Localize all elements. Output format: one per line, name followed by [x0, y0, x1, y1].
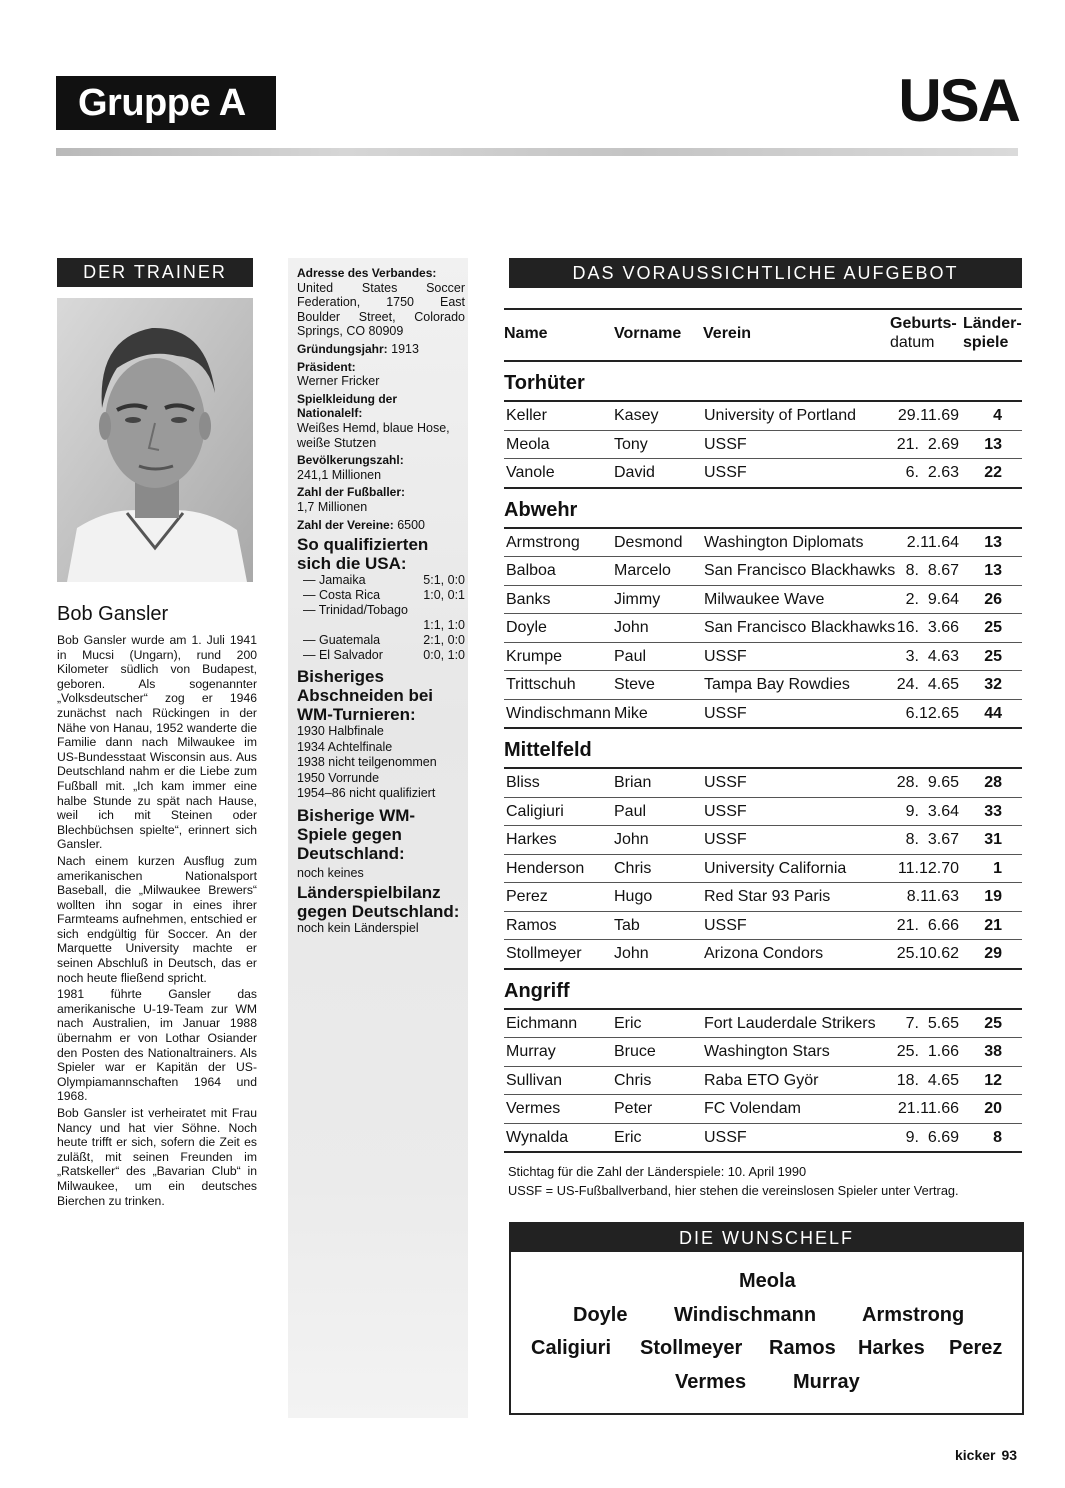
clubs-value: 6500 [397, 517, 425, 532]
qualification-title: So qualifizierten sich die USA: [297, 535, 429, 574]
player-firstname: John [614, 619, 649, 636]
qualification-row [297, 588, 465, 603]
player-club: San Francisco Blackhawks [704, 619, 896, 636]
player-firstname: Brian [614, 774, 652, 791]
founded-label: Gründungsjahr: [297, 341, 388, 356]
clubs-label: Zahl der Vereine: [297, 517, 394, 532]
founded-value: 1913 [391, 341, 419, 356]
player-birthdate: 9. 3.64 [905, 802, 959, 820]
player-caps: 25 [984, 1014, 1002, 1032]
player-row [504, 402, 1022, 431]
dream-team-player: Perez [949, 1337, 1003, 1359]
qualification-team: — Jamaika [303, 573, 366, 588]
player-row [504, 826, 1022, 855]
position-group-label: Torhüter [504, 362, 1022, 402]
player-birthdate: 8.11.63 [906, 888, 959, 905]
player-caps: 32 [984, 676, 1002, 693]
player-club: Raba ETO Györ [704, 1071, 819, 1089]
dream-team-player: Caligiuri [531, 1337, 612, 1359]
squad-table [504, 308, 1022, 1153]
country-title: USA [898, 67, 1019, 134]
wm-games-title: Bisherige WM-Spiele gegen Deutschland: [297, 805, 416, 863]
player-caps: 13 [984, 562, 1002, 579]
player-caps: 21 [984, 916, 1002, 934]
player-club: USSF [704, 464, 747, 481]
dream-team-player: Stollmeyer [640, 1337, 743, 1359]
player-club: Washington Diplomats [704, 533, 864, 551]
record-title: Länderspielbilanz gegen Deutschland: [297, 883, 460, 922]
wm-result: Vorrunde [328, 770, 380, 785]
page-number: 93 [1001, 1447, 1018, 1463]
trainer-portrait-image [57, 298, 253, 582]
president-label: Präsident: [297, 359, 356, 374]
player-firstname: Bruce [614, 1043, 656, 1060]
squad-table-header [504, 308, 1022, 362]
player-row [504, 529, 1022, 558]
player-firstname: Chris [614, 1071, 652, 1089]
player-row [504, 557, 1022, 586]
player-club: USSF [704, 831, 747, 848]
wm-games-value: noch keines [297, 865, 364, 880]
player-caps: 20 [984, 1100, 1002, 1117]
dream-team-player: Murray [793, 1371, 860, 1393]
player-name: Windischmann [506, 704, 611, 722]
header-rule [56, 148, 1018, 156]
player-firstname: Jimmy [614, 590, 661, 608]
player-caps: 12 [984, 1071, 1002, 1089]
player-club: USSF [704, 435, 747, 453]
player-birthdate: 25. 1.66 [896, 1043, 959, 1060]
col-geburt-line1: Geburts- [890, 315, 957, 332]
col-vorname: Vorname [614, 325, 682, 342]
player-birthdate: 29.11.69 [897, 407, 959, 424]
player-club: USSF [704, 1128, 747, 1146]
player-name: Caligiuri [506, 802, 564, 820]
player-club: USSF [704, 704, 747, 722]
player-club: USSF [704, 916, 747, 934]
player-birthdate: 2. 9.64 [905, 590, 959, 608]
footnote-deadline: Stichtag für die Zahl der Länderspiele: 10. April 1990 [508, 1164, 807, 1179]
player-name: Doyle [506, 619, 547, 636]
player-row [504, 1038, 1022, 1067]
address-value: United States Soccer Federation, 1750 East Boulder Street, Colorado Springs, CO 80909 [297, 280, 465, 339]
player-firstname: Mike [614, 704, 648, 722]
player-club: FC Volendam [704, 1100, 801, 1117]
player-firstname: Tony [614, 435, 648, 453]
dream-team-player: Doyle [573, 1304, 628, 1326]
player-row [504, 1095, 1022, 1124]
player-name: Ramos [506, 916, 557, 934]
player-row [504, 1124, 1022, 1154]
player-birthdate: 6. 2.63 [905, 464, 959, 481]
bio-paragraph: Bob Gansler wurde am 1. Juli 1941 in Mucsi (Ungarn), rund 200 Kilometer südlich von Budapest, geboren. Als sogenannter „Volksdeutscher“ zog er 1946 zunächst nach Rückingen in der Nähe von Hanau, 1952 wanderte die Familie dann nach Milwaukee im US-Bundesstaat Wisconsin aus. Aus Deutschland nahm er die Liebe zum Fußball mit. „Ich kam immer eine halbe Stunde zu spät nach Hause, weil ich mit Steinen oder Blechbüchsen spielte“, erinnert sich Gansler. [57, 633, 257, 852]
player-caps: 4 [993, 407, 1002, 424]
player-name: Harkes [506, 831, 557, 848]
player-name: Wynalda [506, 1128, 569, 1146]
player-birthdate: 8. 8.67 [905, 562, 959, 579]
player-caps: 22 [984, 464, 1002, 481]
player-caps: 13 [984, 435, 1002, 453]
player-caps: 19 [984, 888, 1002, 905]
kit-label: Spielkleidung der Nationalelf: [297, 391, 398, 421]
player-firstname: Kasey [614, 407, 659, 424]
player-firstname: Eric [614, 1014, 642, 1032]
player-club: Washington Stars [704, 1043, 830, 1060]
col-ls-line2: spiele [963, 334, 1009, 351]
player-firstname: Eric [614, 1128, 642, 1146]
player-name: Krumpe [506, 647, 563, 665]
player-name: Eichmann [506, 1014, 578, 1032]
kit-value: Weißes Hemd, blaue Hose, weiße Stutzen [297, 420, 450, 450]
wm-year: 1950 [297, 770, 325, 785]
player-row [504, 431, 1022, 460]
player-row [504, 700, 1022, 730]
player-birthdate: 18. 4.65 [896, 1071, 959, 1089]
wm-history-row [297, 724, 465, 740]
player-club: Milwaukee Wave [704, 590, 825, 608]
qualification-row [297, 633, 465, 648]
bio-paragraph: 1981 führte Gansler das amerikanische U-19-Team zur WM nach Australien, im Januar 1988 übernahm er von Lothar Osiander den Posten des Nationaltrainers. Als Spieler war er Kapitän der US-Olympiamannschaften 1964 und 1968. [57, 987, 257, 1104]
federation-info-box [288, 258, 468, 1418]
player-caps: 44 [984, 704, 1002, 722]
player-firstname: David [614, 464, 655, 481]
wm-year: 1930 [297, 724, 325, 739]
player-name: Armstrong [506, 533, 580, 551]
dream-team-player: Ramos [769, 1337, 836, 1359]
qualification-row [297, 573, 465, 588]
player-birthdate: 7. 5.65 [905, 1014, 959, 1032]
bio-paragraph: Bob Gansler ist verheiratet mit Frau Nancy und hat vier Söhne. Noch heute trifft er sich, sofern die Zeit es zuläßt, mit seinen Freunden im „Ratskeller“ des „Bavarian Club“ in Milwaukee, um ein deutsches Bierchen zu trinken. [57, 1106, 257, 1208]
player-birthdate: 21. 6.66 [896, 916, 959, 934]
president-value: Werner Fricker [297, 374, 380, 389]
player-birthdate: 21. 2.69 [896, 435, 959, 453]
player-firstname: Paul [614, 647, 647, 665]
player-name: Sullivan [506, 1071, 563, 1089]
dream-team-player: Harkes [858, 1337, 925, 1359]
squad-section-header: DAS VORAUSSICHTLICHE AUFGEBOT [509, 258, 1022, 288]
player-caps: 25 [984, 647, 1002, 665]
player-birthdate: 16. 3.66 [896, 619, 959, 636]
qualification-row [297, 648, 465, 663]
qualification-team: — Costa Rica [303, 588, 381, 603]
player-club: Red Star 93 Paris [704, 888, 831, 905]
player-row [504, 855, 1022, 884]
col-geburt-line2: datum [890, 334, 935, 351]
player-row [504, 459, 1022, 489]
player-firstname: Hugo [614, 888, 653, 905]
qualification-team: — El Salvador [303, 648, 383, 663]
player-row [504, 671, 1022, 700]
footnote-ussf: USSF = US-Fußballverband, hier stehen die vereinslosen Spieler unter Vertrag. [508, 1183, 959, 1198]
col-ls-line1: Länder- [963, 315, 1022, 332]
position-group-label: Angriff [504, 970, 1022, 1010]
player-name: Perez [506, 888, 548, 905]
player-firstname: Paul [614, 802, 647, 820]
population-value: 241,1 Millionen [297, 467, 382, 482]
players-count-value: 1,7 Millionen [297, 499, 368, 514]
player-club: USSF [704, 774, 747, 791]
player-birthdate: 2.11.64 [906, 533, 959, 551]
player-name: Murray [506, 1043, 556, 1060]
player-birthdate: 28. 9.65 [896, 774, 959, 791]
player-row [504, 614, 1022, 643]
player-firstname: Peter [614, 1100, 653, 1117]
player-club: University California [704, 859, 847, 877]
player-name: Trittschuh [506, 676, 576, 693]
trainer-name: Bob Gansler [57, 603, 169, 625]
player-caps: 1 [993, 859, 1002, 877]
record-value: noch kein Länderspiel [297, 921, 419, 936]
qualification-team: — Trinidad/Tobago [303, 603, 408, 618]
trainer-photo [57, 298, 253, 582]
player-caps: 8 [993, 1128, 1002, 1146]
dream-team-player: Armstrong [862, 1304, 965, 1326]
player-firstname: John [614, 945, 649, 962]
wm-result: Halbfinale [328, 724, 384, 739]
qualification-list [297, 573, 465, 663]
qualification-row [297, 603, 465, 618]
player-firstname: John [614, 831, 649, 848]
player-firstname: Tab [614, 916, 640, 934]
qualification-result: 0:0, 1:0 [423, 648, 465, 663]
player-row [504, 1067, 1022, 1096]
player-birthdate: 6.12.65 [905, 704, 959, 722]
trainer-section-header: DER TRAINER [57, 258, 253, 287]
player-club: San Francisco Blackhawks [704, 562, 896, 579]
player-club: USSF [704, 647, 747, 665]
col-name: Name [504, 325, 548, 342]
magazine-brand: kicker [955, 1447, 996, 1463]
trainer-bio [57, 633, 257, 1210]
dream-team-player: Meola [739, 1270, 796, 1292]
wm-result: Achtelfinale [327, 739, 393, 754]
player-club: Arizona Condors [704, 945, 824, 962]
dream-team-player: Vermes [675, 1371, 747, 1393]
wm-history-row [297, 755, 465, 771]
wm-year: 1934 [297, 739, 325, 754]
address-label: Adresse des Verbandes: [297, 266, 437, 280]
player-birthdate: 3. 4.63 [905, 647, 959, 665]
player-row [504, 586, 1022, 615]
player-firstname: Marcelo [614, 562, 671, 579]
players-count-label: Zahl der Fußballer: [297, 485, 406, 500]
player-caps: 38 [984, 1043, 1002, 1060]
player-caps: 28 [984, 774, 1002, 791]
player-name: Bliss [506, 774, 540, 791]
player-birthdate: 8. 3.67 [905, 831, 959, 848]
player-name: Henderson [506, 859, 585, 877]
player-name: Balboa [506, 562, 556, 579]
player-club: Fort Lauderdale Strikers [704, 1014, 876, 1032]
player-birthdate: 24. 4.65 [896, 676, 959, 693]
wm-year: 1954–86 [297, 786, 346, 801]
player-club: USSF [704, 802, 747, 820]
player-caps: 33 [984, 802, 1002, 820]
player-row [504, 643, 1022, 672]
page-footer [955, 1447, 1017, 1463]
qualification-result: 1:1, 1:0 [423, 618, 465, 633]
wm-result: nicht qualifiziert [349, 786, 436, 801]
squad-body [504, 362, 1022, 1153]
bio-paragraph: Nach einem kurzen Ausflug zum amerikanischen Nationalsport Baseball, die „Milwaukee Brewers“ wollten ihn sogar in eines ihrer Farmteams aufnehmen, entschied er sich endgültig für Soccer. An der Marquette University machte er seinen Abschluß in Deutsch, das er noch heute fließend spricht. [57, 853, 257, 985]
wm-history-row [297, 740, 465, 756]
qualification-team: — Guatemala [303, 633, 381, 648]
dream-team-header: DIE WUNSCHELF [511, 1224, 1022, 1252]
player-club: Tampa Bay Rowdies [704, 676, 850, 693]
position-group-label: Abwehr [504, 489, 1022, 529]
wm-result: nicht teilgenommen [328, 755, 437, 770]
player-row [504, 798, 1022, 827]
player-caps: 25 [984, 619, 1002, 636]
player-birthdate: 21.11.66 [897, 1100, 959, 1117]
qualification-result: 1:0, 0:1 [423, 588, 465, 603]
player-birthdate: 9. 6.69 [905, 1128, 959, 1146]
player-caps: 29 [984, 945, 1002, 962]
player-name: Vanole [506, 464, 555, 481]
player-name: Vermes [506, 1100, 561, 1117]
player-caps: 31 [984, 831, 1002, 848]
qualification-result: 2:1, 0:0 [423, 633, 465, 648]
player-firstname: Chris [614, 859, 652, 877]
player-firstname: Desmond [614, 533, 683, 551]
wm-history-list [297, 724, 465, 802]
player-firstname: Steve [614, 676, 655, 693]
player-caps: 26 [984, 590, 1002, 608]
col-verein: Verein [703, 325, 752, 342]
player-birthdate: 11.12.70 [897, 859, 959, 877]
player-caps: 13 [984, 533, 1002, 551]
wm-history-row [297, 786, 465, 802]
player-name: Stollmeyer [506, 945, 582, 962]
qualification-result: 5:1, 0:0 [423, 573, 465, 588]
squad-footnotes [508, 1162, 1028, 1200]
wm-history-row [297, 771, 465, 787]
player-name: Keller [506, 407, 547, 424]
player-club: University of Portland [704, 407, 857, 424]
position-group-label: Mittelfeld [504, 729, 1022, 769]
player-name: Meola [506, 435, 550, 453]
player-row [504, 912, 1022, 941]
player-name: Banks [506, 590, 551, 608]
wm-history-title: Bisheriges Abschneiden bei WM-Turnieren: [297, 667, 434, 725]
player-row [504, 1010, 1022, 1039]
player-birthdate: 25.10.62 [896, 945, 959, 962]
player-row [504, 940, 1022, 970]
qualification-row [297, 618, 465, 633]
population-label: Bevölkerungszahl: [297, 453, 404, 468]
dream-team-box [509, 1222, 1024, 1415]
dream-team-player: Windischmann [674, 1304, 817, 1326]
player-row [504, 769, 1022, 798]
wm-year: 1938 [297, 755, 325, 770]
group-label: Gruppe A [56, 76, 276, 130]
player-row [504, 883, 1022, 912]
